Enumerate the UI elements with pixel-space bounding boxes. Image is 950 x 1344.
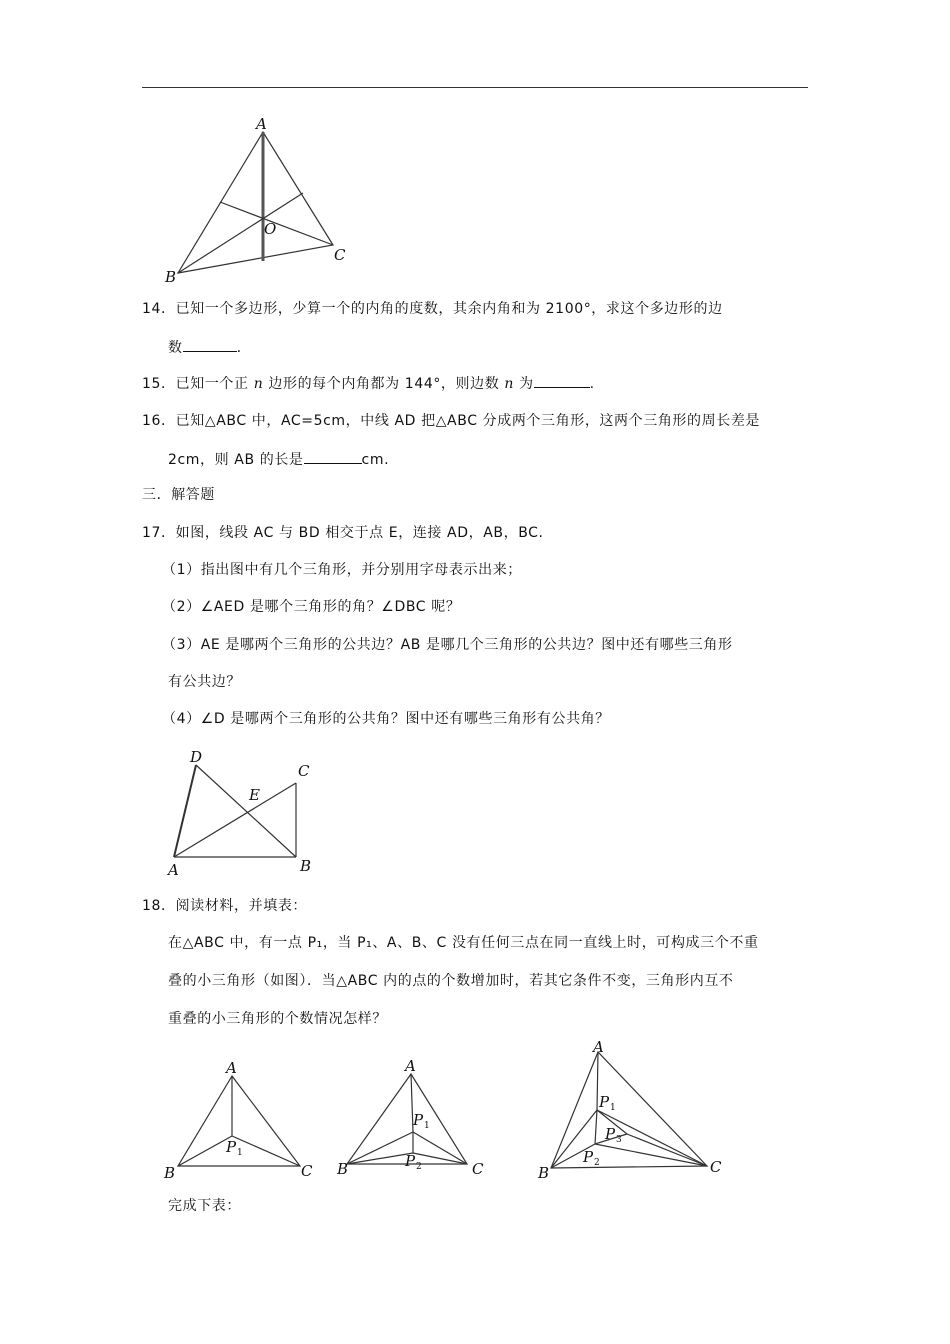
q15-text-post: 为 [514,376,534,392]
q14-line2 [168,337,242,358]
triangle-three-points-figure [533,1040,733,1185]
label-P2-subscript: 2 [416,1162,422,1172]
q17-sub3a: （3）AE 是哪两个三角形的公共边？AB 是哪几个三角形的公共边？图中还有哪些三角形 [162,637,733,653]
q16-text-pre: 2cm，则 AB 的长是 [168,452,304,468]
q17-sub2: （2）∠AED 是哪个三角形的角？∠DBC 呢？ [162,599,461,615]
q18-para1: 在△ABC 中，有一点 P₁，当 P₁、A、B、C 没有任何三点在同一直线上时，可构成三个不重 [168,935,759,951]
label-P1: P [599,1093,610,1111]
q14-line1 [142,299,723,319]
triangle-one-point-figure [160,1060,320,1185]
q15-answer-blank[interactable] [534,373,590,388]
label-C: C [301,1162,313,1180]
q17-text: 如图，线段 AC 与 BD 相交于点 E，连接 AD，AB，BC. [175,525,544,541]
label-P1-subscript: 1 [424,1121,430,1131]
q18-stem [142,896,307,916]
q17-sub4: （4）∠D 是哪两个三角形的公共角？图中还有哪些三角形有公共角？ [162,711,610,727]
q16-answer-blank[interactable] [304,449,362,464]
q18-text: 阅读材料，并填表： [175,898,308,914]
q16-text: 已知△ABC 中，AC=5cm，中线 AD 把△ABC 分成两个三角形，这两个三角形的周长差是 [175,413,761,429]
q16-number: 16． [142,413,176,429]
label-B: B [164,1164,176,1182]
label-E: E [249,786,260,804]
label-A: A [226,1059,237,1077]
q16-line1 [142,411,760,431]
q18-para3: 重叠的小三角形的个数情况怎样？ [168,1011,387,1027]
label-O: O [264,220,277,238]
label-B: B [337,1160,349,1178]
section-heading: 三．解答题 [142,487,215,503]
label-A: A [405,1057,416,1075]
label-A: A [256,115,267,133]
label-C: C [472,1160,484,1178]
q14-answer-blank[interactable] [183,337,237,352]
label-P2-subscript: 2 [594,1158,600,1168]
label-D: D [190,748,203,766]
q15-text-pre: 已知一个正 [175,376,254,392]
q15-number: 15． [142,376,176,392]
q17-stem [142,523,544,543]
label-A: A [168,861,179,879]
label-P1: P [413,1111,424,1129]
label-P2: P [405,1152,416,1170]
q14-text-cont: 数 [168,340,183,356]
q14-number: 14． [142,301,176,317]
label-P1: P [226,1138,237,1156]
q18-para2: 叠的小三角形（如图）．当△ABC 内的点的个数增加时，若其它条件不变，三角形内互不 [168,973,734,989]
label-C: C [298,762,310,780]
label-B: B [300,857,312,875]
q14-text: 已知一个多边形，少算一个的内角的度数，其余内角和为 2100°，求这个多边形的边 [175,301,723,317]
q17-sub1: （1）指出图中有几个三角形，并分别用字母表示出来； [162,562,522,578]
q16-line2 [168,449,389,470]
label-P3-subscript: 3 [616,1135,622,1145]
q17-sub3b: 有公共边？ [168,674,241,690]
label-P1-subscript: 1 [237,1148,243,1158]
label-P2: P [583,1148,594,1166]
label-P1-subscript: 1 [610,1103,616,1113]
q17-number: 17． [142,525,176,541]
label-A: A [593,1038,604,1056]
q15-line [142,373,595,394]
q18-number: 18． [142,898,176,914]
triangle-cevians-figure [160,115,360,290]
label-C: C [710,1158,722,1176]
q16-text-post: cm. [361,452,390,468]
label-P3: P [605,1125,616,1143]
triangle-two-points-figure [333,1058,493,1183]
label-B: B [165,268,177,286]
complete-table-instruction: 完成下表： [168,1198,241,1214]
q14-period: . [236,340,242,356]
q15-period: . [589,376,595,392]
label-B: B [538,1164,550,1182]
q15-text-mid: 边形的每个内角都为 144°，则边数 [263,376,505,392]
quadrilateral-diagonals-figure [160,745,330,880]
label-C: C [334,246,346,264]
header-rule [142,87,808,88]
q15-var-n: n [253,376,264,392]
q15-var-n2: n [504,376,515,392]
